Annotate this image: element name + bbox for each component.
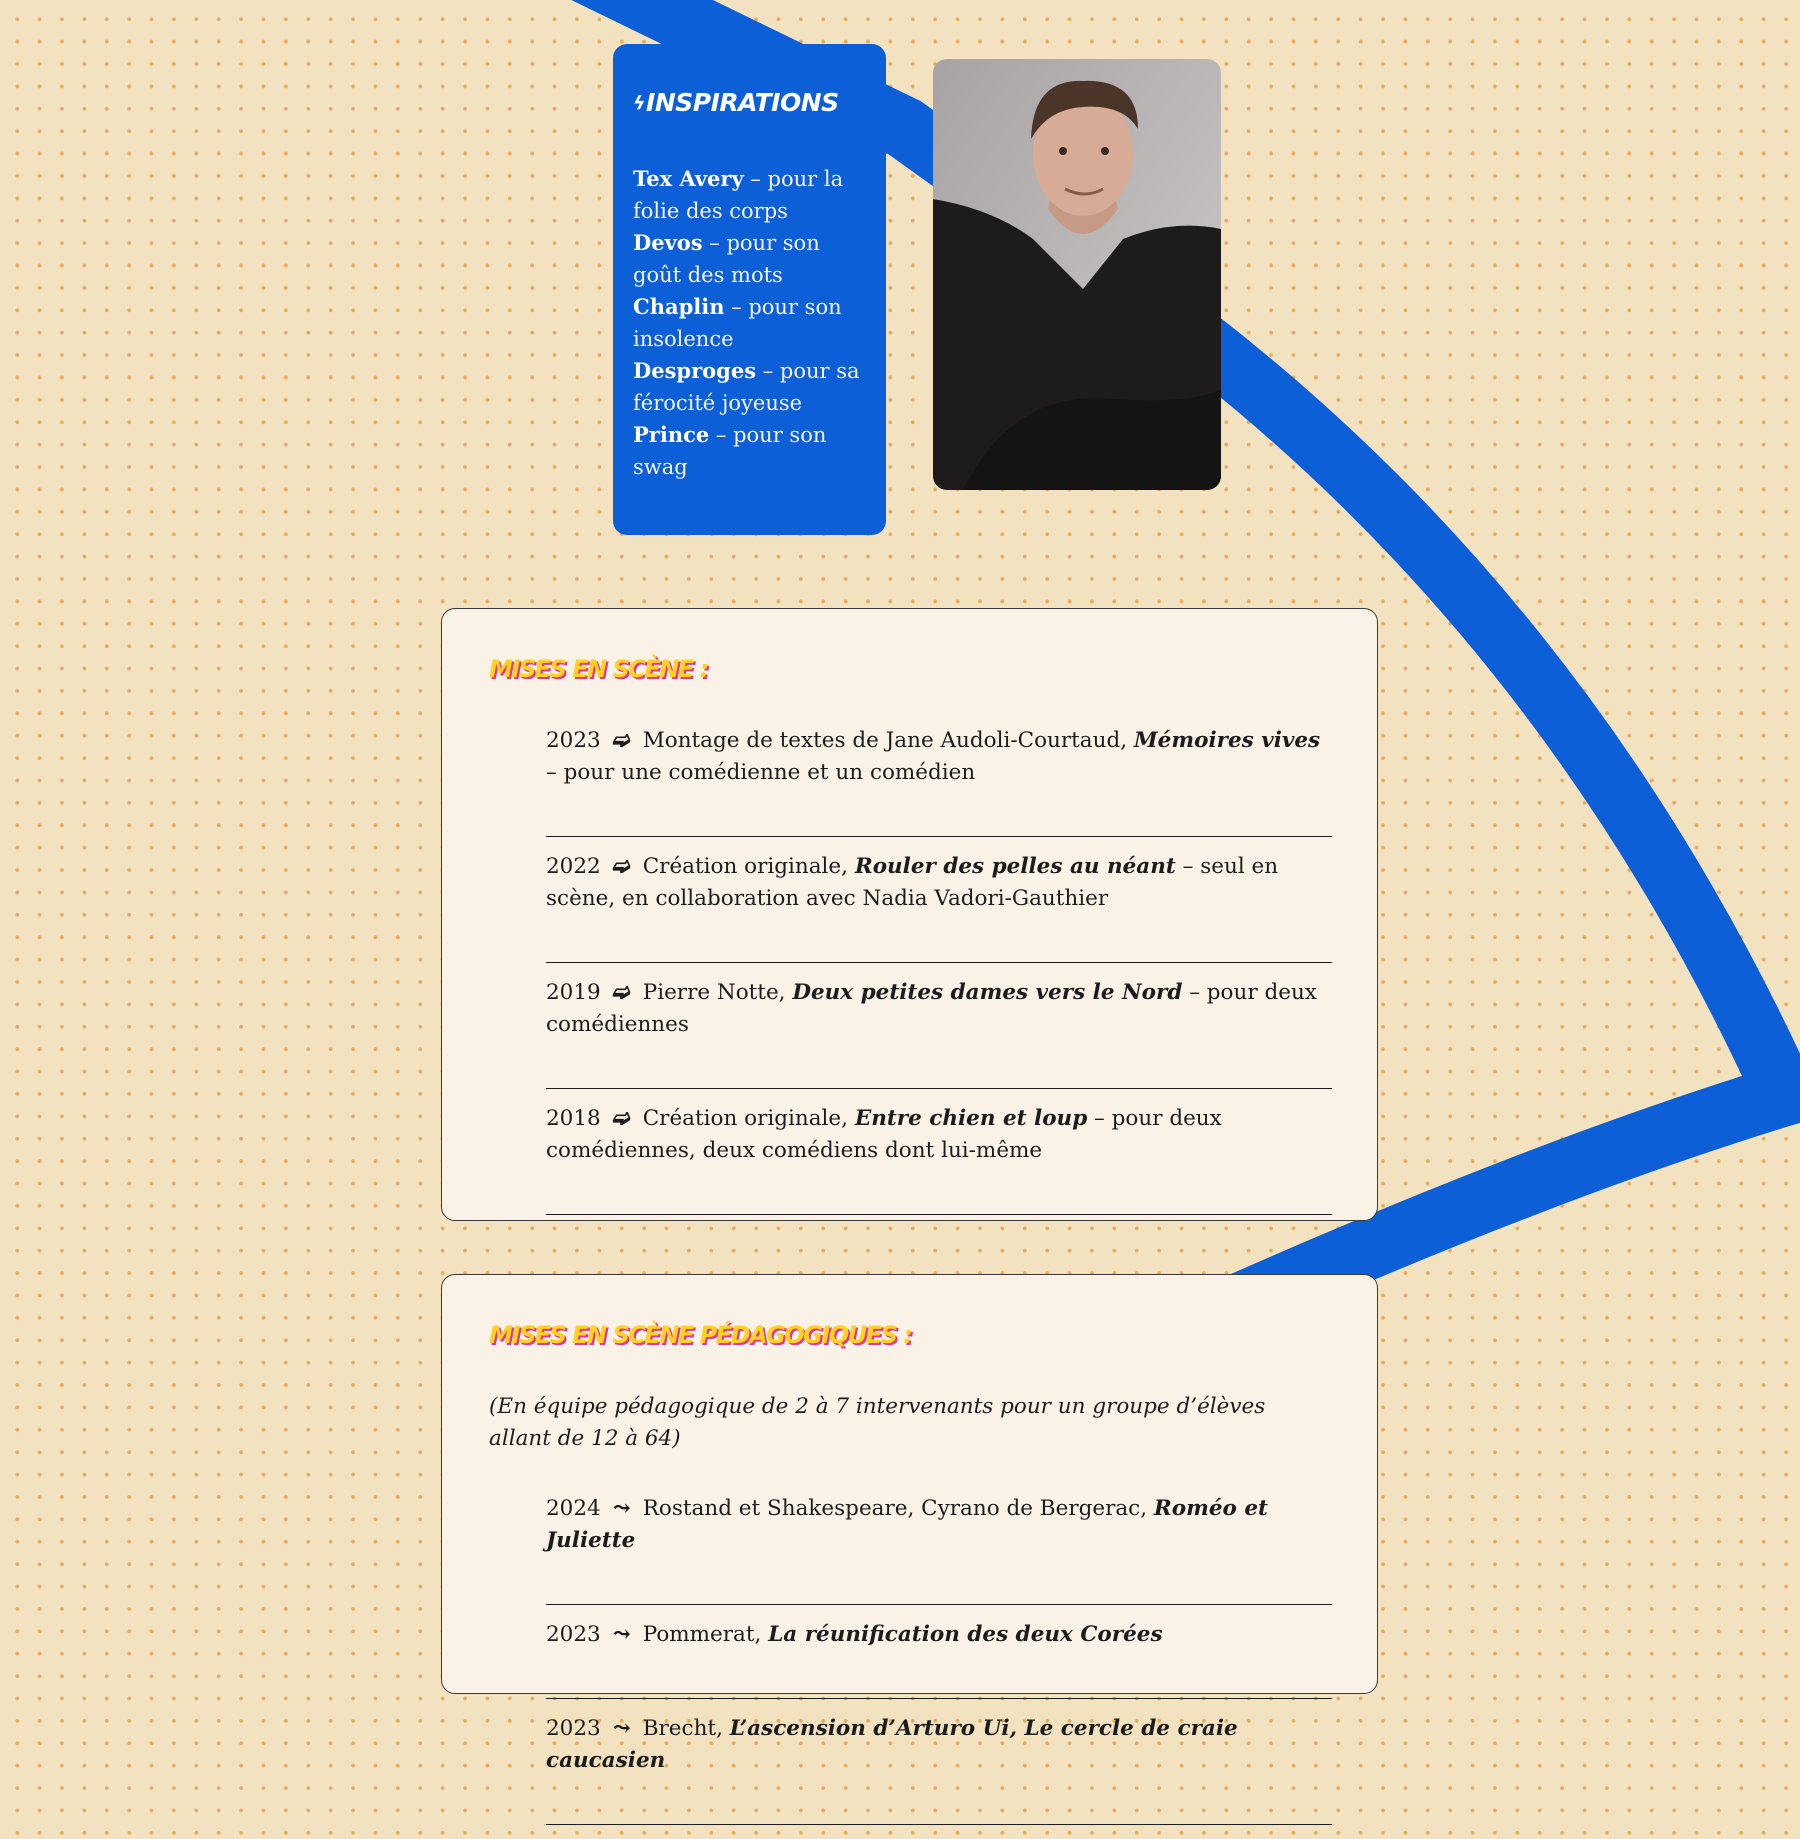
inspiration-name: Tex Avery [633, 166, 744, 191]
entry-year: 2023 [546, 1716, 601, 1741]
inspiration-item [633, 163, 866, 227]
entry-text: – seul en scène, en collaboration avec Nadia Vadori-Gauthier [546, 854, 1279, 911]
portrait-photo [933, 59, 1221, 490]
entry-text: Brecht, [642, 1716, 730, 1741]
entry-text: Création originale, [642, 854, 855, 879]
mises-en-scene-card [441, 608, 1378, 1221]
arrow-icon: ⤳ [612, 1716, 631, 1741]
list-item [546, 977, 1332, 1089]
inspiration-name: Chaplin [633, 294, 725, 319]
inspiration-item [633, 227, 866, 291]
inspiration-name: Prince [633, 422, 710, 447]
entry-work-title: L’ascension d’Arturo Ui, Le cercle de craie caucasien [546, 1716, 1238, 1773]
entries-list [546, 725, 1332, 1229]
entry-text: – pour une comédienne et un comédien [546, 760, 976, 785]
list-item [546, 1713, 1332, 1825]
entry-text: Rostand et Shakespeare, Cyrano de Bergerac, [642, 1496, 1154, 1521]
entry-text: Création originale, [642, 1106, 855, 1131]
arrow-icon: ➫ [612, 980, 631, 1005]
arrow-icon: ➫ [612, 728, 631, 753]
entry-work-title: Roméo et Juliette [546, 1496, 1268, 1553]
inspiration-desc: – pour son insolence [633, 295, 842, 351]
list-item [546, 1619, 1332, 1699]
entry-year: 2023 [546, 728, 601, 753]
entry-text: – pour deux comédiennes [546, 980, 1317, 1037]
arrow-icon: ⤳ [612, 1496, 631, 1521]
mises-en-scene-pedagogiques-card [441, 1274, 1378, 1773]
entry-year: 2019 [546, 980, 601, 1005]
entry-year: 2022 [546, 854, 601, 879]
inspiration-item [633, 291, 866, 355]
inspiration-item [633, 355, 866, 419]
inspiration-desc: – pour la folie des corps [633, 167, 844, 223]
arrow-icon: ➫ [612, 854, 631, 879]
entry-year: 2024 [546, 1496, 601, 1521]
arrow-icon: ⤳ [612, 1622, 631, 1647]
list-item [546, 1103, 1332, 1215]
lightning-bolt-icon: ϟ [633, 91, 646, 114]
inspirations-title-text: INSPIRATIONS [646, 88, 839, 117]
inspirations-title [633, 88, 866, 117]
list-item [546, 725, 1332, 837]
inspirations-card [613, 44, 886, 535]
inspiration-desc: – pour sa férocité joyeuse [633, 359, 860, 415]
inspiration-desc: – pour son swag [633, 423, 827, 479]
inspiration-name: Devos [633, 230, 703, 255]
inspiration-item [633, 419, 866, 483]
entries-list [546, 1493, 1332, 1839]
entry-year: 2018 [546, 1106, 601, 1131]
entry-text: Pommerat, [642, 1622, 769, 1647]
list-item [546, 851, 1332, 963]
entry-work-title: Mémoires vives [1133, 728, 1321, 753]
section-title: MISES EN SCÈNE : [489, 655, 708, 683]
inspiration-desc: – pour son goût des mots [633, 231, 820, 287]
section-title: MISES EN SCÈNE PÉDAGOGIQUES : [489, 1321, 912, 1349]
arrow-icon: ➫ [612, 1106, 631, 1131]
list-item [546, 1493, 1332, 1605]
entry-work-title: Deux petites dames vers le Nord [792, 980, 1183, 1005]
inspiration-name: Desproges [633, 358, 757, 383]
entry-work-title: Entre chien et loup [854, 1106, 1088, 1131]
entry-text: Montage de textes de Jane Audoli-Courtaud, [642, 728, 1134, 753]
entry-year: 2023 [546, 1622, 601, 1647]
entry-text: Pierre Notte, [642, 980, 793, 1005]
entry-text: – pour deux comédiennes, deux comédiens dont lui-même [546, 1106, 1222, 1163]
section-intro: (En équipe pédagogique de 2 à 7 intervenants pour un groupe d’élèves allant de 12 à 64) [489, 1394, 1266, 1451]
entry-work-title: Rouler des pelles au néant [854, 854, 1176, 879]
entry-work-title: La réunification des deux Corées [768, 1622, 1163, 1647]
